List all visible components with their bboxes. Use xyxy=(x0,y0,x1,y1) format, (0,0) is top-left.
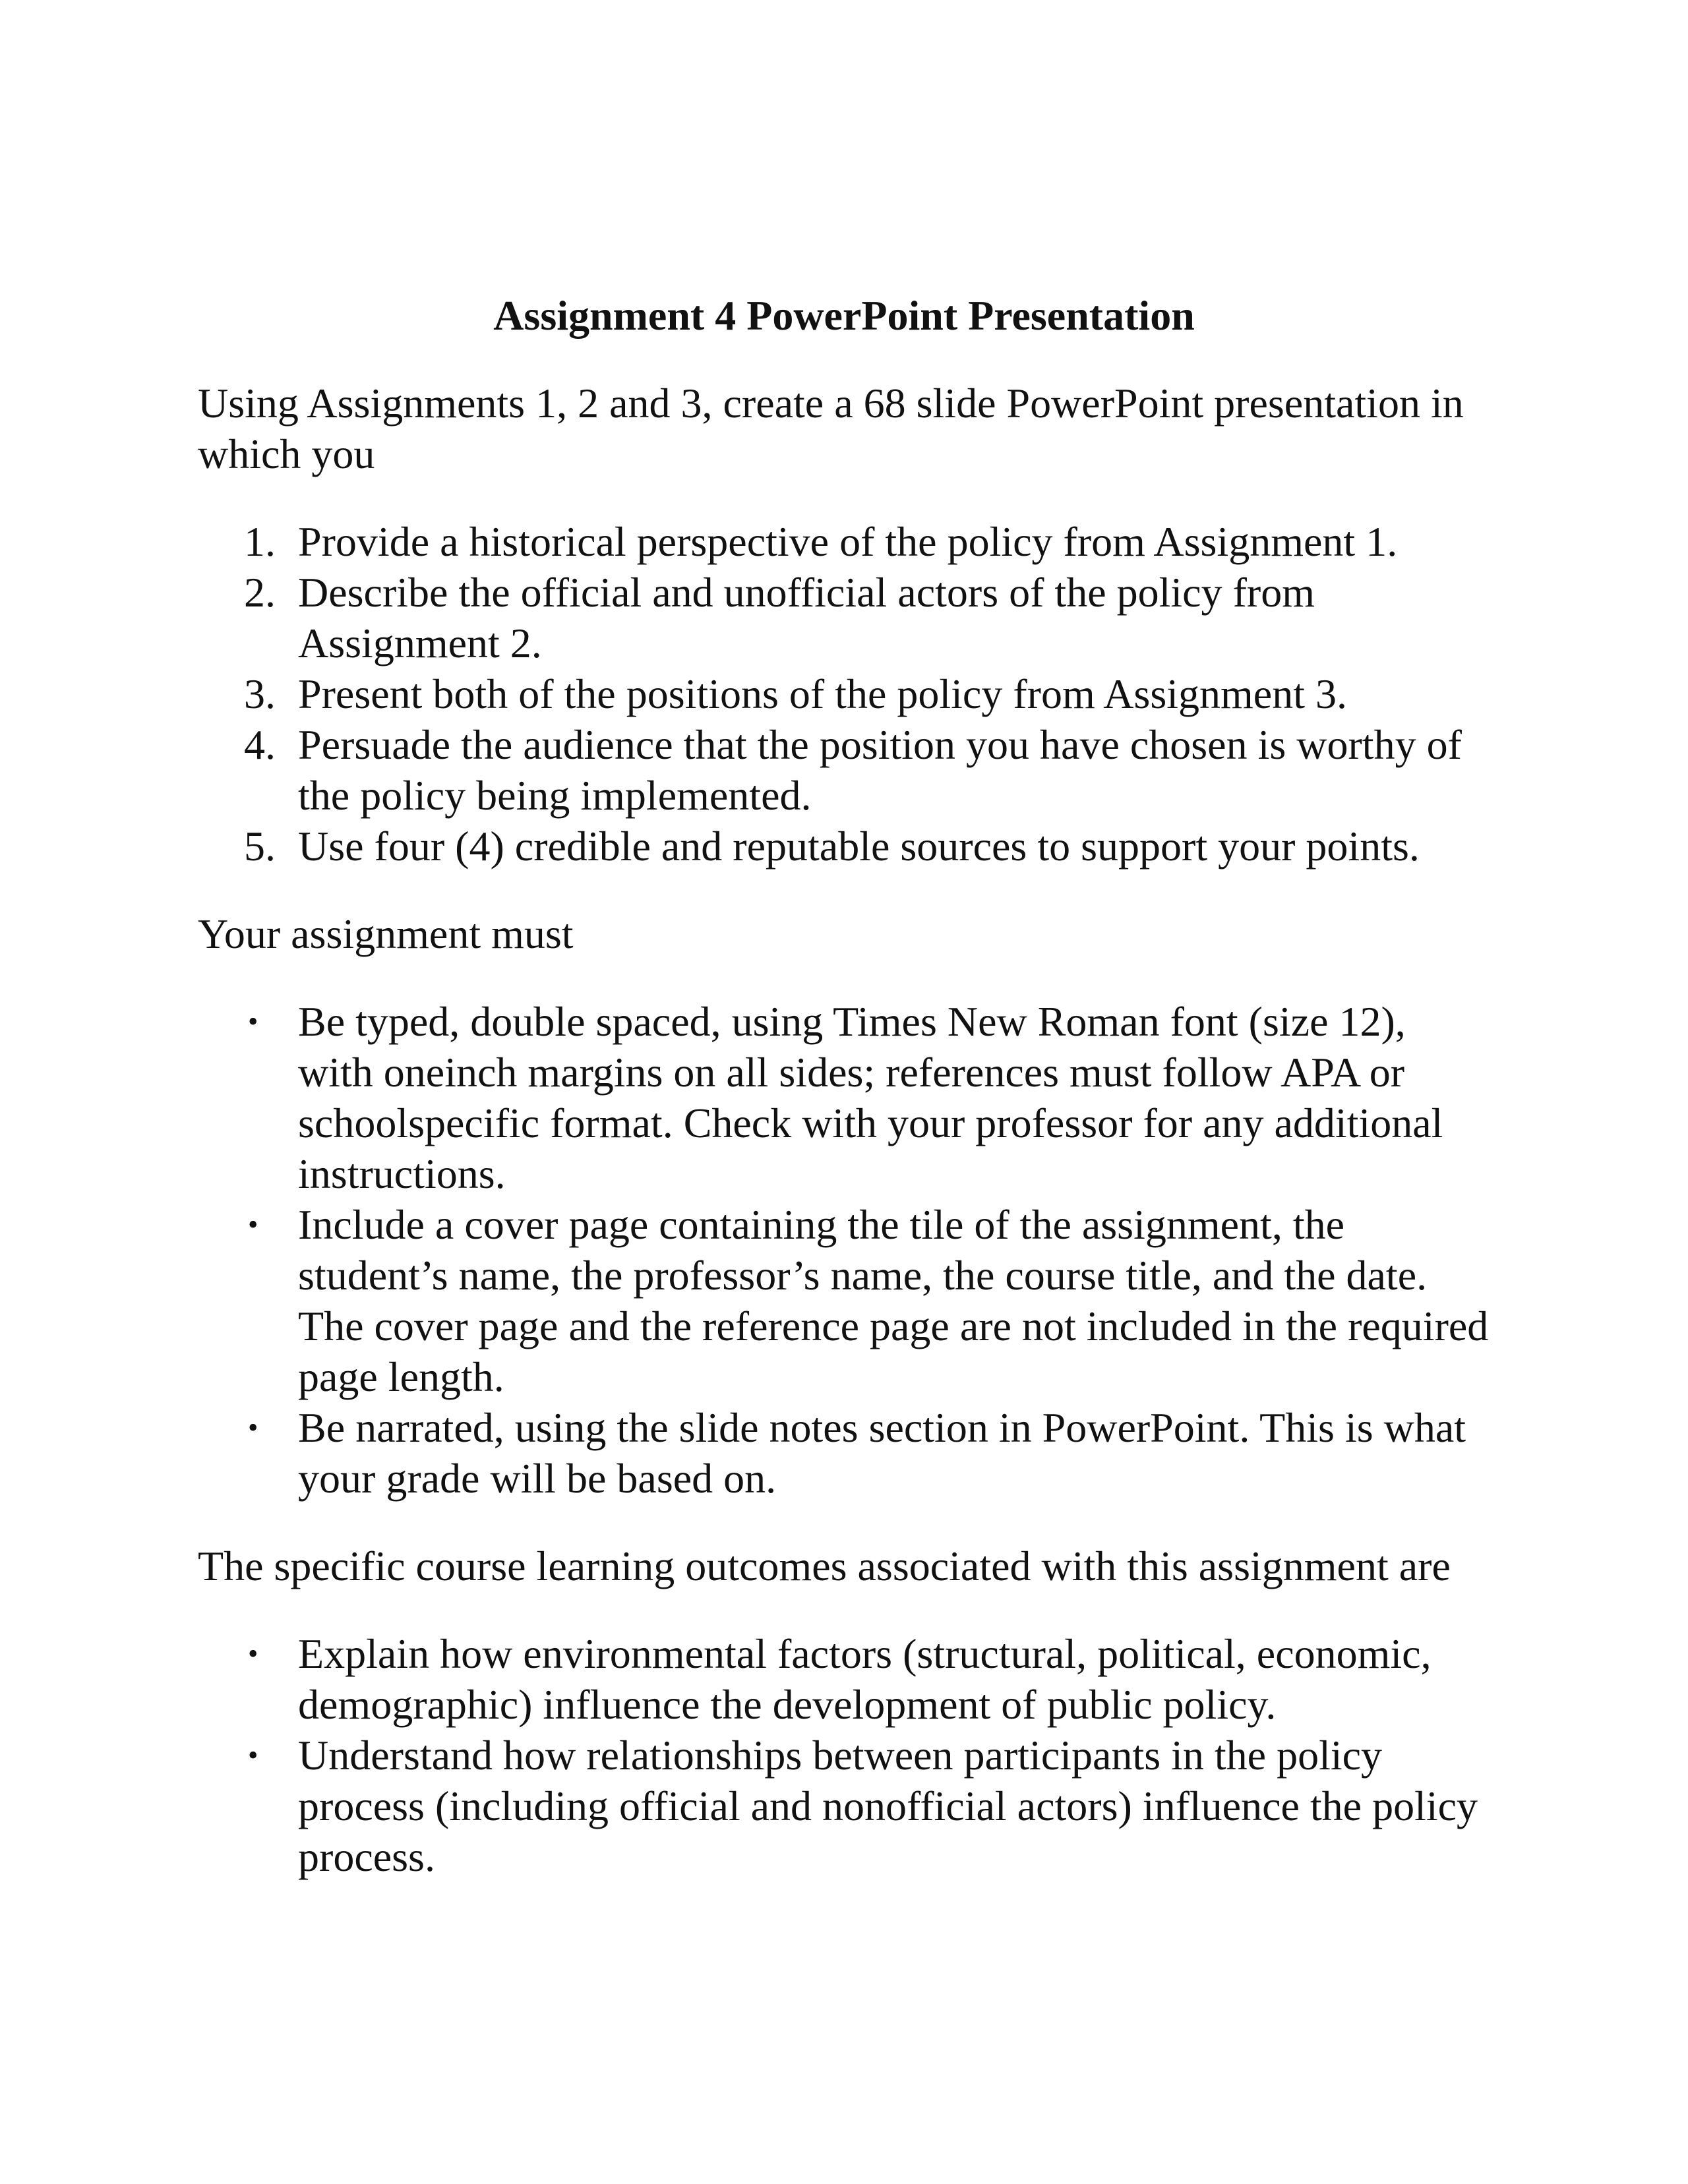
list-number: 1. xyxy=(244,518,276,565)
list-item xyxy=(198,821,1490,871)
list-item-text: Understand how relationships between participants in the policy process (including official and nonofficial actors) influence the policy process. xyxy=(298,1732,1478,1880)
list-item xyxy=(198,567,1490,668)
list-item-text: Present both of the positions of the policy from Assignment 3. xyxy=(298,670,1347,717)
bullet-icon: • xyxy=(248,1208,258,1241)
list-item-text: Provide a historical perspective of the policy from Assignment 1. xyxy=(298,518,1398,565)
list-item-text: Be narrated, using the slide notes section in PowerPoint. This is what your grade will be based on. xyxy=(298,1404,1466,1502)
list-item-text: Describe the official and unofficial actors of the policy from Assignment 2. xyxy=(298,569,1315,666)
list-item xyxy=(198,1628,1490,1730)
page-title: Assignment 4 PowerPoint Presentation xyxy=(493,292,1195,339)
bullet-icon: • xyxy=(248,1739,258,1771)
list-item xyxy=(198,996,1490,1199)
bullet-icon: • xyxy=(248,1638,258,1670)
list-item xyxy=(198,1730,1490,1882)
list-item-text: Include a cover page containing the tile of the assignment, the student’s name, the professor’s name, the course title, and the date. The cover page and the reference page are not included in the required page length. xyxy=(298,1201,1489,1400)
list-item-text: Be typed, double spaced, using Times New Roman font (size 12), with oneinch margins on all sides; references must follow APA or schoolspecific format. Check with your professor for any additional instructions. xyxy=(298,998,1443,1197)
list-item-text: Persuade the audience that the position you have chosen is worthy of the policy being implemented. xyxy=(298,721,1462,819)
list-item xyxy=(198,668,1490,719)
list-item xyxy=(198,1199,1490,1402)
list-number: 3. xyxy=(244,670,276,717)
requirements-list xyxy=(198,996,1490,1504)
bullet-icon: • xyxy=(248,1411,258,1444)
intro-paragraph: Using Assignments 1, 2 and 3, create a 68 slide PowerPoint presentation in which you xyxy=(198,380,1464,477)
document-body xyxy=(198,290,1490,1919)
outcomes-heading: The specific course learning outcomes associated with this assignment are xyxy=(198,1543,1451,1589)
bullet-icon: • xyxy=(248,1005,258,1038)
list-item xyxy=(198,516,1490,567)
outcomes-list xyxy=(198,1628,1490,1882)
requirements-heading: Your assignment must xyxy=(198,910,574,957)
list-item xyxy=(198,719,1490,821)
list-item-text: Explain how environmental factors (structural, political, economic, demographic) influence the development of public policy. xyxy=(298,1630,1432,1728)
list-item-text: Use four (4) credible and reputable sources to support your points. xyxy=(298,823,1420,870)
list-number: 2. xyxy=(244,569,276,616)
numbered-list xyxy=(198,516,1490,871)
list-item xyxy=(198,1402,1490,1504)
list-number: 5. xyxy=(244,823,276,870)
list-number: 4. xyxy=(244,721,276,768)
